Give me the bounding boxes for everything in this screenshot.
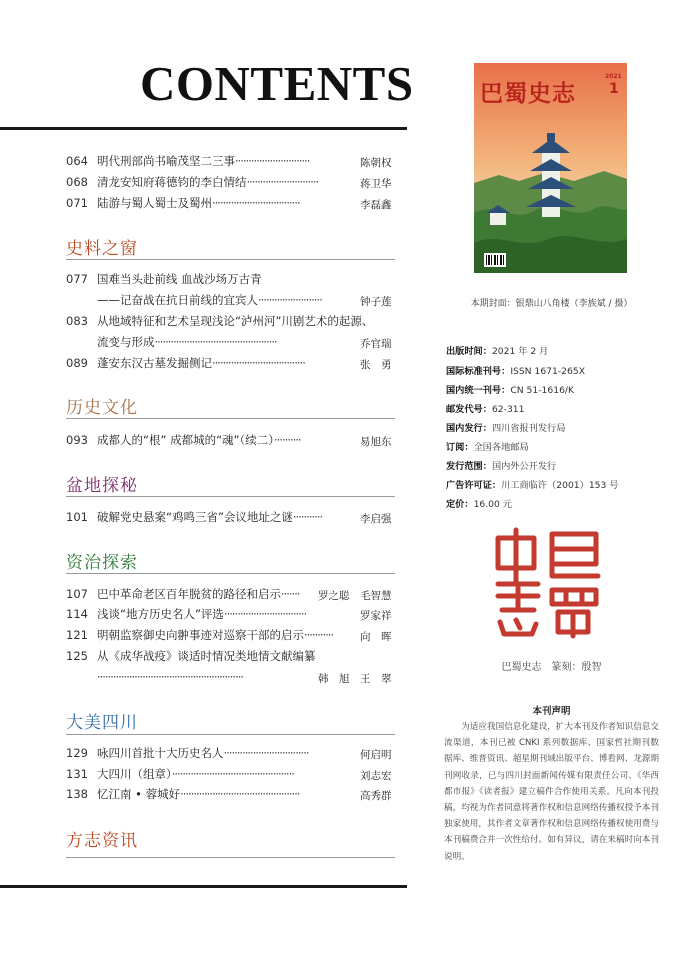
toc-title: 破解党史悬案“鸡鸣三省”会议地址之谜 bbox=[97, 510, 293, 524]
toc-entry[interactable] bbox=[66, 433, 301, 447]
section-heading: 历史文化 bbox=[66, 398, 138, 418]
toc-author: 陈朝权 bbox=[360, 157, 392, 169]
toc-entry[interactable] bbox=[66, 175, 318, 189]
toc-title: 明朝监察御史向翀事迹对巡察干部的启示 bbox=[97, 628, 304, 642]
toc-title: 从《成华战疫》谈适时情况类地情文献编纂 bbox=[97, 649, 316, 663]
info-label: 定价： bbox=[446, 499, 474, 510]
toc-title: 从地域特征和艺术呈现浅论“泸州河”川剧艺术的起源、 bbox=[97, 314, 374, 328]
toc-title-line2: ——记奋战在抗日前线的宜宾人 bbox=[97, 293, 258, 307]
info-value: 国内外公开发行 bbox=[491, 461, 557, 472]
toc-leader: ································· bbox=[212, 196, 300, 210]
toc-leader: ···························· bbox=[235, 154, 310, 168]
section-rule bbox=[66, 259, 395, 260]
toc-entry[interactable] bbox=[66, 787, 300, 801]
cover-year: 2021 bbox=[605, 73, 622, 80]
toc-entry[interactable] bbox=[66, 154, 309, 168]
info-row bbox=[446, 382, 574, 396]
cover-logo: 巴蜀史志 bbox=[480, 80, 576, 107]
toc-title: 明代刑部尚书喻茂坚二三事 bbox=[97, 154, 235, 168]
toc-page-number: 071 bbox=[66, 196, 88, 210]
section-rule bbox=[66, 857, 395, 858]
seal-stamp bbox=[488, 524, 606, 642]
info-label: 发行范围： bbox=[446, 461, 492, 472]
toc-leader: ······················································· bbox=[97, 670, 244, 684]
toc-entry[interactable] bbox=[66, 767, 294, 781]
section-rule bbox=[66, 734, 395, 735]
toc-author: 何启明 bbox=[360, 749, 392, 761]
toc-page-number: 068 bbox=[66, 175, 88, 189]
toc-page-number: 114 bbox=[66, 607, 88, 621]
toc-leader: ·············································· bbox=[171, 767, 294, 781]
seal-caption: 巴蜀史志 篆刻：殷智 bbox=[501, 662, 602, 673]
toc-title: 巴中革命老区百年脱贫的路径和启示 bbox=[97, 587, 281, 601]
toc-page-number: 107 bbox=[66, 587, 88, 601]
info-value: ISSN 1671-265X bbox=[510, 366, 586, 377]
info-label: 国内发行： bbox=[446, 423, 492, 434]
seal-graphic bbox=[488, 524, 606, 642]
info-value: CN 51-1616/K bbox=[510, 385, 575, 396]
cover-caption: 本期封面：银鼎山八角楼（李族斌 / 摄） bbox=[470, 299, 633, 309]
info-label: 出版时间： bbox=[446, 346, 492, 357]
toc-page-number: 101 bbox=[66, 510, 88, 524]
toc-title-line2: 流变与形成 bbox=[97, 335, 155, 349]
toc-title: 陆游与蜀人蜀士及蜀州 bbox=[97, 196, 212, 210]
section-rule bbox=[66, 496, 395, 497]
toc-page-number: 077 bbox=[66, 272, 88, 286]
toc-author: 钟子莲 bbox=[360, 296, 392, 308]
toc-page-number: 064 bbox=[66, 154, 88, 168]
toc-title: 浅谈“地方历史名人”评选 bbox=[97, 607, 224, 621]
toc-entry[interactable] bbox=[66, 628, 333, 642]
title-rule bbox=[0, 127, 407, 130]
toc-title: 国难当头赴前线 血战沙场万古青 bbox=[97, 272, 262, 286]
toc-title: 蓬安东汉古墓发掘侧记 bbox=[97, 356, 212, 370]
toc-title: 清龙安知府蒋德钧的李白情结 bbox=[97, 175, 247, 189]
toc-leader: ··········· bbox=[292, 510, 323, 524]
toc-author: 罗之聪 毛智慧 bbox=[318, 590, 392, 602]
info-row bbox=[446, 401, 524, 415]
toc-leader: ······························· bbox=[223, 607, 307, 621]
toc-subtitle bbox=[97, 293, 322, 307]
info-label: 订阅： bbox=[446, 442, 474, 453]
toc-entry[interactable] bbox=[66, 649, 316, 663]
info-label: 国内统一刊号： bbox=[446, 385, 511, 396]
info-label: 邮发代号： bbox=[446, 404, 492, 415]
notice-title: 本刊声明 bbox=[532, 706, 571, 717]
section-heading: 资治探索 bbox=[66, 553, 138, 573]
toc-leader-line bbox=[97, 670, 243, 684]
toc-leader: ············································· bbox=[180, 787, 300, 801]
toc-title: 忆江南 • 蓉城好 bbox=[97, 787, 181, 801]
toc-leader: ························ bbox=[258, 293, 322, 307]
toc-page-number: 093 bbox=[66, 433, 88, 447]
toc-page-number: 089 bbox=[66, 356, 88, 370]
info-value: 全国各地邮局 bbox=[473, 442, 529, 453]
toc-author: 韩 旭 王 翠 bbox=[318, 673, 392, 685]
toc-author: 易旭东 bbox=[360, 436, 392, 448]
info-value: 2021 年 2 月 bbox=[491, 346, 549, 357]
toc-leader: ································ bbox=[223, 746, 309, 760]
toc-leader: ··········· bbox=[304, 628, 334, 642]
toc-page-number: 131 bbox=[66, 767, 88, 781]
section-heading: 史料之窗 bbox=[66, 239, 138, 259]
info-value: 川工商临许（2001）153 号 bbox=[501, 480, 619, 491]
cover-issue: 1 bbox=[609, 81, 619, 97]
toc-author: 李磊鑫 bbox=[360, 199, 392, 211]
toc-leader: ··································· bbox=[212, 356, 305, 370]
toc-entry[interactable] bbox=[66, 587, 300, 601]
toc-author: 刘志宏 bbox=[360, 770, 392, 782]
toc-author: 蒋卫华 bbox=[360, 178, 392, 190]
info-label: 国际标准刊号： bbox=[446, 366, 511, 377]
toc-title: 大四川（组章） bbox=[97, 767, 172, 781]
info-value: 16.00 元 bbox=[473, 499, 512, 510]
toc-entry[interactable] bbox=[66, 356, 305, 370]
section-heading: 大美四川 bbox=[66, 713, 138, 733]
toc-title: 成都人的“根” 成都城的“魂”（续二） bbox=[97, 433, 274, 447]
toc-leader: ·········· bbox=[274, 433, 301, 447]
toc-entry[interactable] bbox=[66, 746, 308, 760]
toc-page-number: 129 bbox=[66, 746, 88, 760]
info-row bbox=[446, 458, 556, 472]
cover-image bbox=[474, 63, 627, 273]
page-title: CONTENTS bbox=[140, 56, 414, 111]
toc-author: 向 晖 bbox=[360, 631, 392, 643]
toc-author: 乔官瑞 bbox=[360, 338, 392, 350]
section-heading: 方志资讯 bbox=[66, 831, 138, 851]
toc-subtitle bbox=[97, 335, 277, 349]
info-value: 四川省报刊发行局 bbox=[491, 423, 566, 434]
toc-entry[interactable] bbox=[66, 510, 322, 524]
toc-leader: ······· bbox=[281, 587, 300, 601]
toc-page-number: 083 bbox=[66, 314, 88, 328]
info-label: 广告许可证： bbox=[446, 480, 502, 491]
section-rule bbox=[66, 418, 395, 419]
info-row bbox=[446, 363, 585, 377]
toc-page-number: 125 bbox=[66, 649, 88, 663]
toc-title: 咏四川首批十大历史名人 bbox=[97, 746, 224, 760]
toc-leader: ··························· bbox=[246, 175, 319, 189]
info-row bbox=[446, 420, 565, 434]
info-row bbox=[446, 439, 529, 453]
info-row bbox=[446, 477, 618, 491]
toc-author: 罗家祥 bbox=[360, 610, 392, 622]
toc-author: 张 勇 bbox=[360, 359, 392, 371]
toc-author: 高秀群 bbox=[360, 790, 392, 802]
toc-entry[interactable] bbox=[66, 272, 262, 286]
toc-entry[interactable] bbox=[66, 314, 373, 328]
section-rule bbox=[66, 573, 395, 574]
toc-entry[interactable] bbox=[66, 607, 306, 621]
info-value: 62-311 bbox=[491, 404, 525, 415]
info-row bbox=[446, 343, 548, 357]
notice-body: 为适应我国信息化建设，扩大本刊及作者知识信息交流渠道，本刊已被 CNKI 系列数据库、国家哲社期刊数据库、维普资讯、超星期刊域出版平台、博看网、龙源期刊网收录，已与四川封面新闻传媒有限责任公司、《华西都市报》《读者报》建立稿件合作使用关系。凡向本刊投稿，均视为作者同意将著作权和信息网络传播权授予本刊独家使用，其作者文章著作权和信息网络传播权使用费与本刊稿费合并一次性给付。如有异议，请在来稿时向本刊说明。 bbox=[444, 722, 659, 862]
section-heading: 盆地探秘 bbox=[66, 476, 138, 496]
toc-leader: ·············································· bbox=[154, 335, 277, 349]
bottom-rule bbox=[0, 885, 407, 888]
toc-page-number: 138 bbox=[66, 787, 88, 801]
toc-entry[interactable] bbox=[66, 196, 300, 210]
info-row bbox=[446, 496, 512, 510]
toc-author: 李启强 bbox=[360, 513, 392, 525]
toc-page-number: 121 bbox=[66, 628, 88, 642]
